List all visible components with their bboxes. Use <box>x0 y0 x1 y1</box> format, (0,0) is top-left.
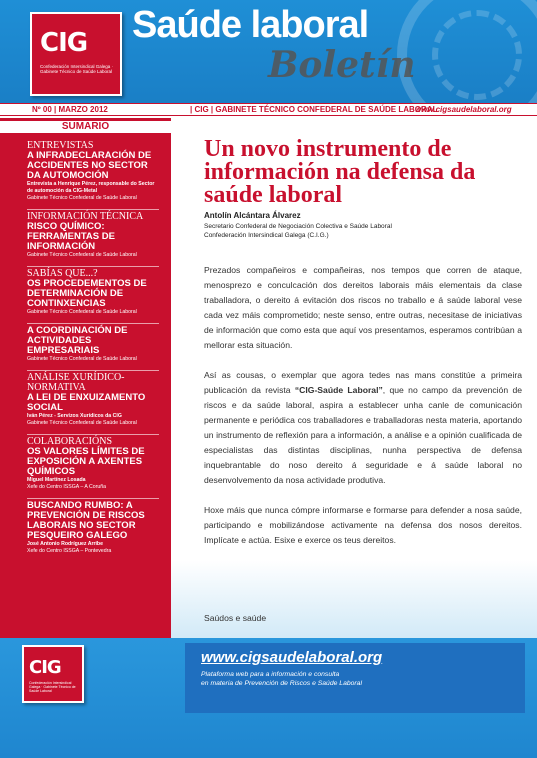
summary-item[interactable] <box>27 209 159 259</box>
author-organization: Confederación Intersindical Galega (C.I.G.) <box>204 232 329 239</box>
summary-credit: Xefe do Centro ISSGA – Pontevedra <box>27 548 112 554</box>
masthead <box>0 0 537 103</box>
article-body <box>204 263 522 563</box>
footer-promo-box <box>185 643 525 713</box>
footer-desc-line: en materia de Prevención de Riscos e Saúde Laboral <box>201 680 362 687</box>
cig-logo <box>30 12 122 96</box>
footer-logo-subtext: Confederación Intersindical Galega · Gabinete Técnico de Saúde Laboral <box>29 681 76 693</box>
cig-logo-text: CIG <box>40 28 88 58</box>
paragraph-text: , que no campo da prevención de riscos e da saúde laboral, aspira a establecer unha canle de comunicación permanente e periódica cos traballadores e traballadoras nesta materia, aportando un instrumento de reflexión para a información, a análise e a opinión cualificada de especialistas das distintas disciplinas, nunha perspectiva de defensa inquebrantable do noso dereito á seguridade e á saúde laboral no desenvolvemento da nosa actividade produtiva. <box>204 385 523 485</box>
paragraph-text: Así as cousas, o exemplar que agora tedes nas mans constitúe a primeira publicación da revista <box>204 370 522 395</box>
issue-info-bar <box>0 103 537 116</box>
summary-item[interactable] <box>27 323 159 363</box>
author-role-line: Secretario Confederal de Negociación Colectiva e Saúde Laboral <box>204 223 392 230</box>
summary-item[interactable] <box>27 434 159 491</box>
article-paragraph: Hoxe máis que nunca cómpre informarse e formarse para defender a nosa saúde, participando e mobilizándose activamente na defensa dos nosos dereitos. Implícate e actúa. Esixe e exerce os teus dereitos. <box>204 505 522 545</box>
summary-item[interactable] <box>27 266 159 316</box>
summary-credit: Gabinete Técnico Confederal de Saúde Laboral <box>27 195 137 201</box>
summary-item[interactable] <box>27 139 159 202</box>
publication-title: Saúde laboral <box>132 4 369 46</box>
summary-byline: José Antonio Rodríguez Arribe <box>27 541 103 547</box>
footer-cig-logo <box>22 645 84 703</box>
summary-byline: Entrevista a Henrique Pérez, responsable do Sector de automoción da CIG-Metal <box>27 181 155 194</box>
summary-credit: Xefe do Centro ISSGA – A Coruña <box>27 484 107 490</box>
article-author: Antolín Alcántara Álvarez <box>204 211 301 220</box>
summary-headline: OS VALORES LÍMITES DE EXPOSICIÓN A AXENTES QUÍMICOS <box>27 446 145 477</box>
summary-byline: Iván Pérez - Servizos Xurídicos da CIG <box>27 413 122 419</box>
summary-headline: A LEI DE ENXUIZAMENTO SOCIAL <box>27 392 146 413</box>
summary-headline: A INFRADECLARACIÓN DE ACCIDENTES NO SECTOR DA AUTOMOCIÓN <box>27 150 152 181</box>
footer-logo-text: CIG <box>29 657 61 678</box>
summary-title: SUMARIO <box>0 121 171 133</box>
article-author-role <box>204 222 392 240</box>
summary-headline: OS PROCEDEMENTOS DE DETERMINACIÓN DE CONTINXENCIAS <box>27 278 147 309</box>
summary-category: INFORMACIÓN TÉCNICA <box>27 211 144 222</box>
magazine-name: “CIG-Saúde Laboral” <box>294 385 383 395</box>
summary-category: ENTREVISTAS <box>27 140 94 151</box>
summary-credit: Gabinete Técnico Confederal de Saúde Laboral <box>27 420 137 426</box>
summary-item[interactable] <box>27 370 159 427</box>
summary-category: COLABORACIÓNS <box>27 436 113 447</box>
header-website-link[interactable]: www.cigsaudelaboral.org <box>415 105 512 114</box>
article-paragraph <box>204 368 522 488</box>
summary-headline: BUSCANDO RUMBO: A PREVENCIÓN DE RISCOS LABORAIS NO SECTOR PESQUEIRO GALEGO <box>27 500 145 541</box>
watermark-seal-inner <box>432 10 522 100</box>
summary-credit: Gabinete Técnico Confederal de Saúde Laboral <box>27 252 137 258</box>
editorial-article <box>171 118 537 638</box>
publication-subtitle: Boletín <box>268 44 416 86</box>
summary-credit: Gabinete Técnico Confederal de Saúde Laboral <box>27 356 137 362</box>
summary-credit: Gabinete Técnico Confederal de Saúde Laboral <box>27 309 137 315</box>
summary-headline: A COORDINACIÓN DE ACTIVIDADES EMPRESARIAIS <box>27 325 128 356</box>
footer-description <box>201 670 362 688</box>
article-headline: Un novo instrumento de información na defensa da saúde laboral <box>204 136 476 208</box>
summary-byline: Miguel Martínez Losada <box>27 477 86 483</box>
summary-item[interactable] <box>27 498 159 555</box>
article-paragraph: Prezados compañeiros e compañeiras, nos tempos que corren de ataque, menosprezo e conculcación dos dereitos laborais máis elementais da clase traballadora, o dereito á evitación dos riscos no traballo e á saúde laboral vese cada vez máis comprometido; neste senso, entre outras, necesitase de iniciativas de información que como esta que aquí vos presentamos, esperamos contribúan a mellorar esta situación. <box>204 265 522 350</box>
gabinete-label: | CIG | GABINETE TÉCNICO CONFEDERAL DE SAÚDE LABORAL <box>190 105 438 114</box>
footer-desc-line: Plataforma web para a información e consulta <box>201 671 340 678</box>
summary-category: SABÍAS QUE...? <box>27 268 98 279</box>
issue-number: Nº 00 | MARZO 2012 <box>32 105 108 114</box>
cig-logo-subtext: Confederación Intersindical Galega · Gabinete Técnico de Saúde Laboral <box>40 64 114 74</box>
article-closing: Saúdos e saúde <box>204 613 267 623</box>
footer-website-link[interactable]: www.cigsaudelaboral.org <box>201 649 383 666</box>
summary-category: ANÁLISE XURÍDICO-NORMATIVA <box>27 372 125 393</box>
summary-headline: RISCO QUÍMICO: FERRAMENTAS DE INFORMACIÓN <box>27 221 115 252</box>
